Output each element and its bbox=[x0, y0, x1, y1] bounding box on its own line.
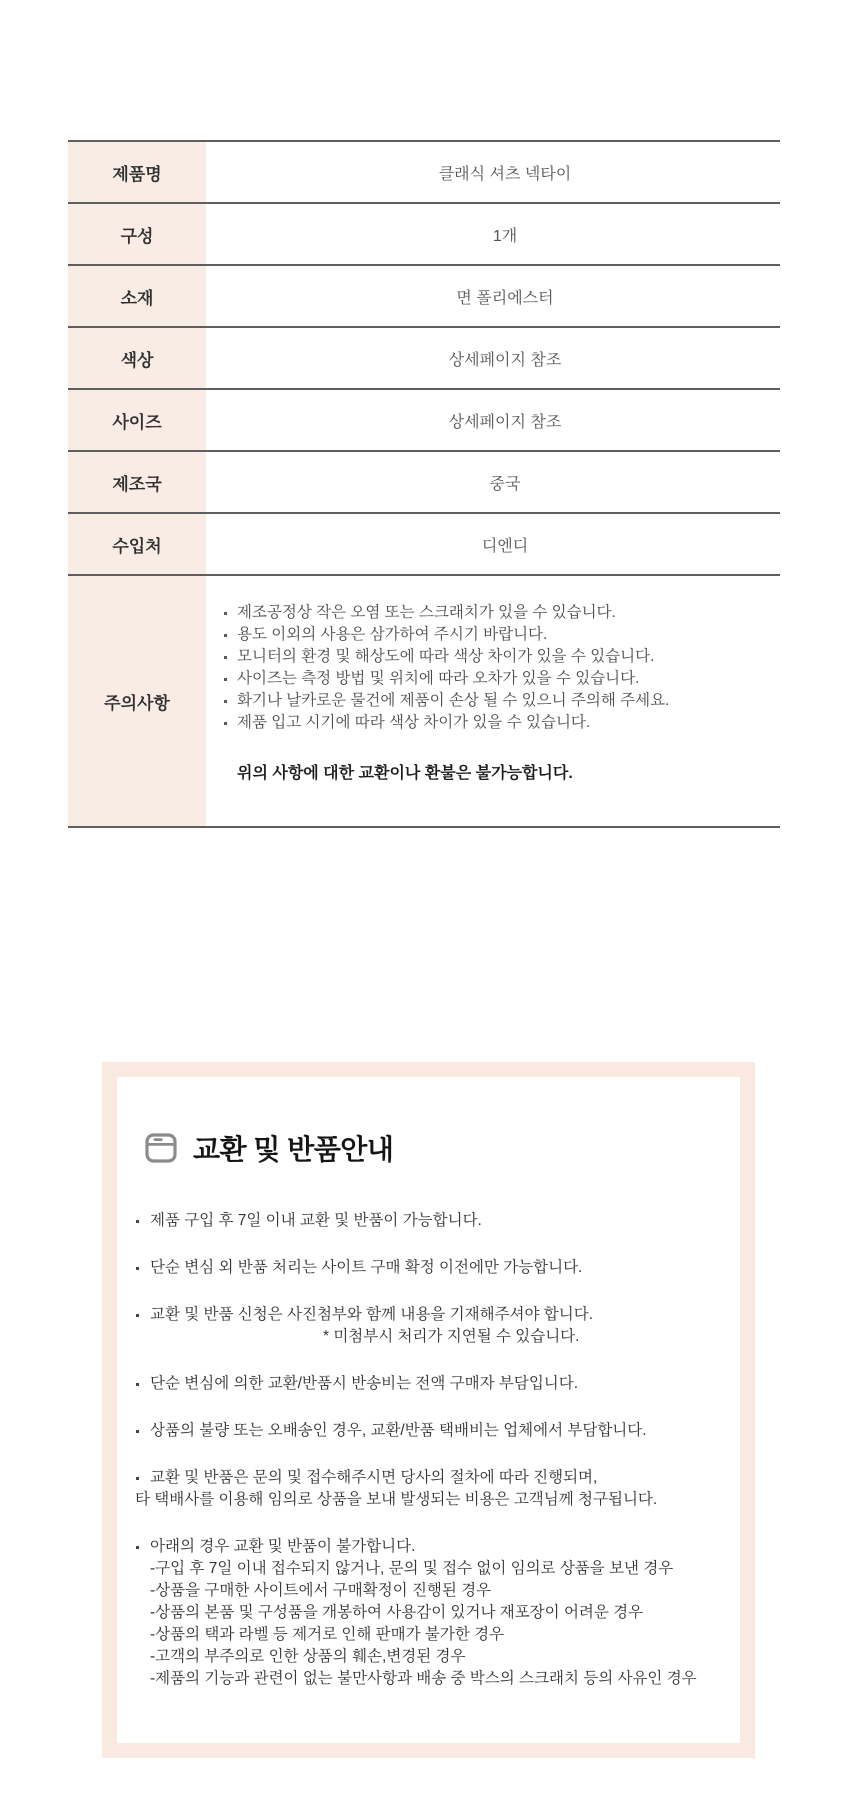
spec-value-importer: 디엔디 bbox=[481, 537, 529, 555]
spec-value-color: 상세페이지 참조 bbox=[448, 351, 562, 369]
table-row bbox=[68, 142, 780, 204]
spec-label-size: 사이즈 bbox=[68, 390, 206, 450]
box-icon bbox=[143, 1130, 179, 1166]
list-item-line: 제품 구입 후 7일 이내 교환 및 반품이 가능합니다. bbox=[150, 1212, 482, 1229]
cautions-warning: 위의 사항에 대한 교환이나 환불은 불가능합니다. bbox=[237, 765, 573, 782]
list-item bbox=[133, 1420, 740, 1442]
list-subitem: -상품의 택과 라벨 등 제거로 인해 판매가 불가한 경우 bbox=[150, 1626, 505, 1643]
spec-value-material: 면 폴리에스터 bbox=[456, 289, 554, 307]
list-item-line: 교환 및 반품 신청은 사진첨부와 함께 내용을 기재해주셔야 합니다. bbox=[150, 1306, 594, 1323]
caution-item: 화기나 날카로운 물건에 제품이 손상 될 수 있으니 주의해 주세요. bbox=[222, 690, 770, 712]
list-subitem: -구입 후 7일 이내 접수되지 않거나, 문의 및 접수 없이 임의로 상품을 보낸 경우 bbox=[150, 1560, 674, 1577]
caution-item: 모니터의 환경 및 해상도에 따라 색상 차이가 있을 수 있습니다. bbox=[222, 646, 770, 668]
table-row bbox=[68, 266, 780, 328]
list-subitem: -제품의 기능과 관련이 없는 불만사항과 배송 중 박스의 스크래치 등의 사유인 경우 bbox=[150, 1670, 697, 1687]
spec-label-country: 제조국 bbox=[68, 452, 206, 512]
list-item bbox=[133, 1257, 740, 1279]
list-item bbox=[133, 1304, 740, 1348]
cautions-row bbox=[68, 576, 780, 828]
product-spec-table bbox=[68, 140, 780, 828]
spec-label-material: 소재 bbox=[68, 266, 206, 326]
spec-label-composition: 구성 bbox=[68, 204, 206, 264]
caution-item: 제품 입고 시기에 따라 색상 차이가 있을 수 있습니다. bbox=[222, 712, 770, 734]
spec-value-size: 상세페이지 참조 bbox=[448, 413, 562, 431]
caution-item: 사이즈는 측정 방법 및 위치에 따라 오차가 있을 수 있습니다. bbox=[222, 668, 770, 690]
table-row bbox=[68, 328, 780, 390]
exchange-list bbox=[133, 1210, 740, 1690]
table-row bbox=[68, 452, 780, 514]
exchange-return-panel bbox=[102, 1062, 755, 1758]
exchange-header bbox=[143, 1128, 740, 1168]
list-subitem: -상품을 구매한 사이트에서 구매확정이 진행된 경우 bbox=[150, 1582, 492, 1599]
spec-label-color: 색상 bbox=[68, 328, 206, 388]
cautions-list bbox=[206, 576, 780, 826]
caution-item: 용도 이외의 사용은 삼가하여 주시기 바랍니다. bbox=[222, 624, 770, 646]
exchange-title: 교환 및 반품안내 bbox=[193, 1134, 394, 1165]
list-item-line: 아래의 경우 교환 및 반품이 불가합니다. bbox=[150, 1538, 416, 1555]
list-item-sublist bbox=[150, 1558, 740, 1690]
spec-value-composition: 1개 bbox=[492, 227, 518, 245]
list-item bbox=[133, 1536, 740, 1690]
spec-value-country: 중국 bbox=[489, 475, 521, 493]
caution-item: 제조공정상 작은 오염 또는 스크래치가 있을 수 있습니다. bbox=[222, 602, 770, 624]
list-item bbox=[133, 1373, 740, 1395]
list-item bbox=[133, 1210, 740, 1232]
list-item-line: 상품의 불량 또는 오배송인 경우, 교환/반품 택배비는 업체에서 부담합니다. bbox=[150, 1422, 647, 1439]
list-item-note: * 미첨부시 처리가 지연될 수 있습니다. bbox=[323, 1328, 580, 1345]
spec-value-product-name: 클래식 셔츠 넥타이 bbox=[438, 165, 572, 183]
table-row bbox=[68, 204, 780, 266]
list-item-line: 타 택배사를 이용해 임의로 상품을 보내 발생되는 비용은 고객님께 청구됩니다. bbox=[135, 1491, 658, 1508]
list-item-line: 단순 변심에 의한 교환/반품시 반송비는 전액 구매자 부담입니다. bbox=[150, 1375, 579, 1392]
list-subitem: -상품의 본품 및 구성품을 개봉하여 사용감이 있거나 재포장이 어려운 경우 bbox=[150, 1604, 644, 1621]
table-row bbox=[68, 390, 780, 452]
table-row bbox=[68, 514, 780, 576]
list-item bbox=[133, 1467, 740, 1511]
list-item-line: 단순 변심 외 반품 처리는 사이트 구매 확정 이전에만 가능합니다. bbox=[150, 1259, 583, 1276]
spec-label-importer: 수입처 bbox=[68, 514, 206, 574]
spec-label-product-name: 제품명 bbox=[68, 142, 206, 202]
list-item-line: 교환 및 반품은 문의 및 접수해주시면 당사의 절차에 따라 진행되며, bbox=[150, 1469, 598, 1486]
list-subitem: -고객의 부주의로 인한 상품의 훼손,변경된 경우 bbox=[150, 1648, 466, 1665]
cautions-label: 주의사항 bbox=[68, 576, 206, 826]
